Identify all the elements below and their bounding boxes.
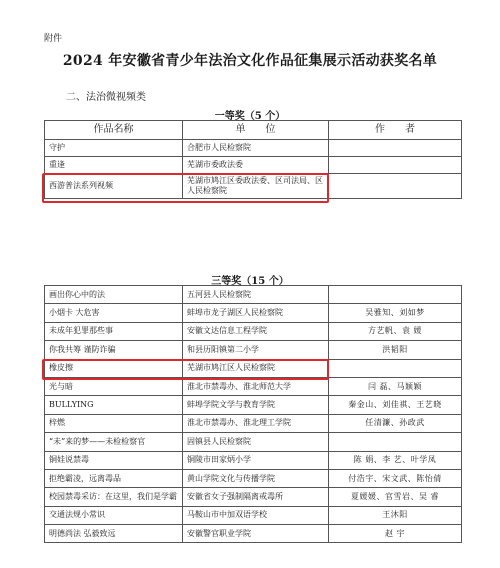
section-heading: 二、法治微视频类 bbox=[66, 92, 146, 103]
work-author: 秦金山、刘佳祺、王艺晓 bbox=[329, 396, 462, 414]
work-unit: 铜陵市田家炳小学 bbox=[183, 451, 329, 469]
work-author: 付浩宇、宋文武、陈怡倩 bbox=[329, 469, 462, 487]
work-author bbox=[329, 286, 462, 304]
table-row bbox=[45, 488, 462, 506]
work-author: 吴雅知、刘如梦 bbox=[329, 304, 462, 322]
work-name: 重逢 bbox=[45, 157, 183, 174]
work-author bbox=[329, 140, 462, 157]
work-name: 未成年犯罪那些事 bbox=[45, 322, 183, 340]
column-header-author: 作 者 bbox=[329, 121, 462, 140]
work-author: 方艺帆、袁 媛 bbox=[329, 322, 462, 340]
work-name: 守护 bbox=[45, 140, 183, 157]
table-row bbox=[45, 414, 462, 432]
work-author bbox=[329, 433, 462, 451]
table-row bbox=[45, 174, 462, 199]
work-name: 铜娃说禁毒 bbox=[45, 451, 183, 469]
table-row bbox=[45, 396, 462, 414]
work-name: 校园禁毒采访：在这里，我们是学霸 bbox=[45, 488, 183, 506]
work-author: 任清濂、孙政武 bbox=[329, 414, 462, 432]
attachment-label: 附件 bbox=[44, 34, 63, 44]
work-unit: 蚌埠市龙子湖区人民检察院 bbox=[183, 304, 329, 322]
work-name: 橡皮擦 bbox=[45, 359, 183, 377]
work-unit: 合肥市人民检察院 bbox=[183, 140, 329, 157]
table-row bbox=[45, 433, 462, 451]
table-row bbox=[45, 322, 462, 340]
work-unit: 和县历阳镇第二小学 bbox=[183, 341, 329, 359]
work-name: “未”来的梦——未检检察官 bbox=[45, 433, 183, 451]
work-author bbox=[329, 359, 462, 377]
work-unit: 安徽省女子强制隔离戒毒所 bbox=[183, 488, 329, 506]
work-name: BULLYING bbox=[45, 396, 183, 414]
work-author: 陈 娟、李 艺、叶学凤 bbox=[329, 451, 462, 469]
work-unit: 芜湖市鸠江区委政法委、区司法局、区人民检察院 bbox=[183, 174, 329, 199]
table-row bbox=[45, 506, 462, 524]
table-row bbox=[45, 451, 462, 469]
work-unit: 淮北市禁毒办、淮北师范大学 bbox=[183, 377, 329, 395]
work-name: 你我共筹 谨防诈骗 bbox=[45, 341, 183, 359]
work-unit: 芜湖市鸠江区人民检察院 bbox=[183, 359, 329, 377]
work-unit: 五河县人民检察院 bbox=[183, 286, 329, 304]
work-author: 洪韬阳 bbox=[329, 341, 462, 359]
work-unit: 固镇县人民检察院 bbox=[183, 433, 329, 451]
work-author: 闫 磊、马颖颖 bbox=[329, 377, 462, 395]
work-unit: 淮北市禁毒办、淮北理工学院 bbox=[183, 414, 329, 432]
work-author: 王沐阳 bbox=[329, 506, 462, 524]
work-name: 拒绝霸凌，远离毒品 bbox=[45, 469, 183, 487]
work-name: 梓燃 bbox=[45, 414, 183, 432]
column-header-unit: 单 位 bbox=[183, 121, 329, 140]
table-row bbox=[45, 341, 462, 359]
table-row bbox=[45, 377, 462, 395]
work-unit: 蚌埠学院文学与教育学院 bbox=[183, 396, 329, 414]
third-prize-table bbox=[44, 285, 462, 543]
first-prize-table bbox=[44, 120, 462, 199]
first-prize-heading: 一等奖（5 个） bbox=[214, 111, 286, 122]
third-prize-heading: 三等奖（15 个） bbox=[211, 276, 289, 287]
table-row bbox=[45, 157, 462, 174]
table-row bbox=[45, 469, 462, 487]
work-unit: 安徽警官职业学院 bbox=[183, 525, 329, 543]
work-unit: 安徽文达信息工程学院 bbox=[183, 322, 329, 340]
work-name: 光与暗 bbox=[45, 377, 183, 395]
column-header-name: 作品名称 bbox=[45, 121, 183, 140]
work-name: 小烟卡 大危害 bbox=[45, 304, 183, 322]
table-row bbox=[45, 286, 462, 304]
document-title: 2024 年安徽省青少年法治文化作品征集展示活动获奖名单 bbox=[62, 53, 438, 69]
work-name: 明德尚法 弘毅致远 bbox=[45, 525, 183, 543]
work-unit: 马鞍山市中加双语学校 bbox=[183, 506, 329, 524]
work-name: 西游普法系列视频 bbox=[45, 174, 183, 199]
work-name: 画出你心中的法 bbox=[45, 286, 183, 304]
work-unit: 黄山学院文化与传播学院 bbox=[183, 469, 329, 487]
table-header-row bbox=[45, 121, 462, 140]
table-row bbox=[45, 304, 462, 322]
work-unit: 芜湖市委政法委 bbox=[183, 157, 329, 174]
work-author: 赵 宇 bbox=[329, 525, 462, 543]
table-row bbox=[45, 140, 462, 157]
table-row bbox=[45, 525, 462, 543]
work-name: 交通法规小常识 bbox=[45, 506, 183, 524]
work-author bbox=[329, 174, 462, 199]
work-author: 夏媛媛、官雪岩、吴 睿 bbox=[329, 488, 462, 506]
work-author bbox=[329, 157, 462, 174]
table-row bbox=[45, 359, 462, 377]
